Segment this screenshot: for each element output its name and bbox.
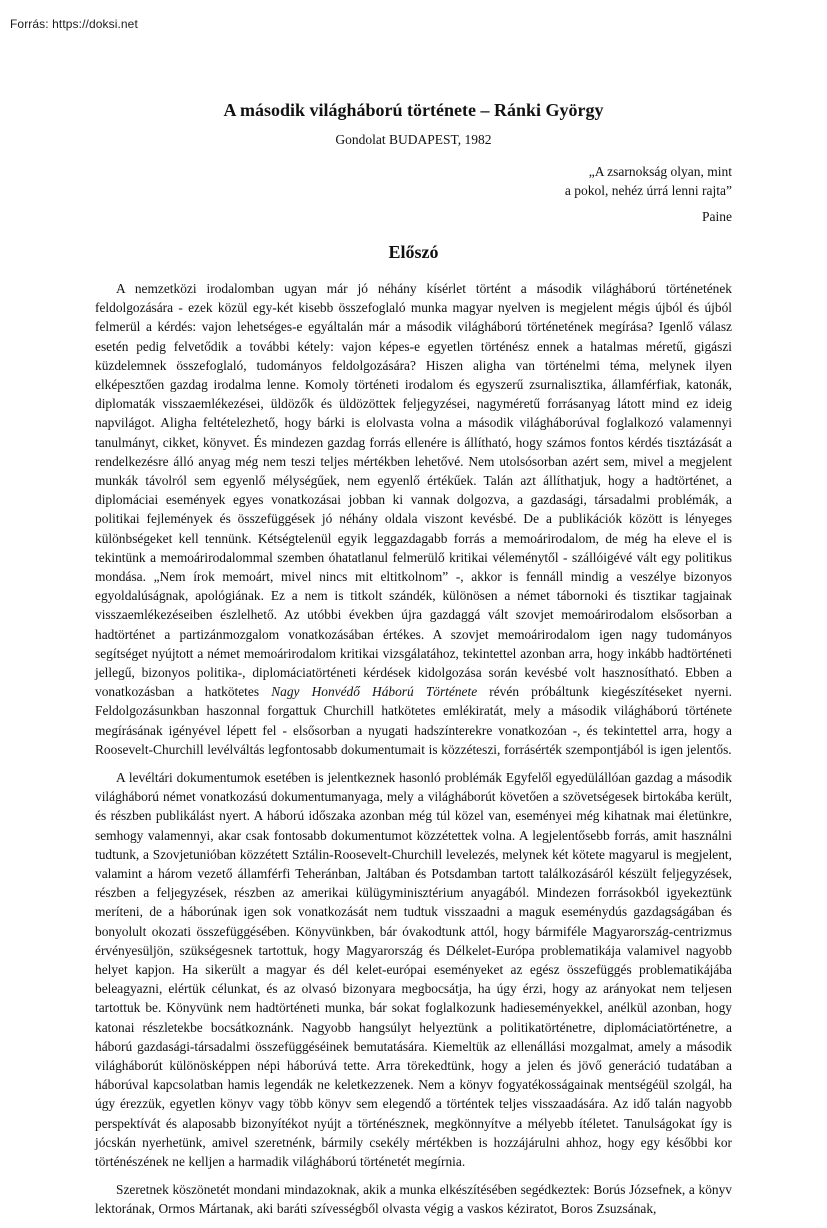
preface-paragraph-2: A levéltári dokumentumok esetében is jelentkeznek hasonló problémák Egyfelől egyedülállóan gazdag a második világháború német vonatkozású dokumentumanyaga, mely a világháborút követően a szövetségesek birtokába került, és részben publikálást nyert. A háború időszaka azonban még túl közel van, eseményei még kihatnak mai életünkre, semhogy valamennyi, akar csak fontosabb dokumentumot közzétettek volna. A legjelentősebb forrás, amit használni tudtunk, a Szovjetunióban közzétett Sztálin-Roosevelt-Churchill levelezés, melynek két kötete magyarul is megjelent, valamint a három vezető államférfi Teheránban, Jaltában és Potsdamban tartott találkozásáról készült feljegyzések, részben a feljegyzések, részben az amerikai külügyminisztérium anyagából. Mindezen forrásokból igyekeztünk meríteni, de a háborúnak igen sok vonatkozását nem tudtuk visszaadni a maguk eseménydús gazdagságában és bonyolult okozati összefüggésében. Könyvünkben, bár óvakodtunk attól, hogy bármiféle Magyarország-centrizmus érvényesüljön, szükségesnek tartottuk, hogy Magyarország és Délkelet-Európa problematikája valamivel nagyobb helyet kapjon. Ha sikerült a magyar és dél kelet-európai eseményeket az egész összefüggés problematikájába beleagyazni, elértük célunkat, és az olvasó bizonyara megbocsátja, ha úgy érzi, hogy az arányokat nem teljesen tartottuk be. Könyvünk nem hadtörténeti munka, bár sokat foglalkozunk hadieseményekkel, anélkül azonban, hogy katonai részletekbe bocsátkoznánk. Nagyobb hangsúlyt helyeztünk a politikatörténetre, diplomáciatörténetre, a háború gazdasági-társadalmi összefüggéséinek bemutatására. Kiemeltük az ellenállási mozgalmat, amely a második világháborút különösképpen népi háborúvá tette. Arra törekedtünk, hogy a jelen és jövő generáció tudatában a háborúval kapcsolatban hamis legendák ne keletkezzenek. Nem a könyv fogyatékosságainak mentségéül szolgál, ha úgy érezzük, egyetlen könyv vagy több könyv sem elegendő a történtek teljes visszaadására. Az idő talán nagyobb perspektívát és alaposabb bizonyítékot nyújt a történésznek, megkönnyítve a mélyebb ítéletet. Tanulságokat így is jócskán nyerhetünk, amivel szeretnénk, bármily csekély mértékben is hozzájárulni ahhoz, hogy egy későbbi kor történészének ne kelljen a harmadik világháború történetét megírnia.	[95, 770, 732, 1170]
section-heading-eloszo: Előszó	[388, 242, 439, 262]
book-title-italic: Nagy Honvédő Háború Története	[271, 684, 478, 700]
source-url-line: Forrás: https://doksi.net	[10, 17, 138, 31]
paragraph-1-text-after: révén próbáltunk kiegészítéseket nyerni. Feldolgozásunkban haszonnal forgattuk Churchill hatkötetes emlékiratát, mely a második világháború története megírásának igényével lépett fel - elsősorban a nyugati hadszínterekre vonatkozóan -, és tekintettel arra, hogy a Roosevelt-Churchill levélváltás legfontosabb dokumentumait is közzéteszi, forrásérték szempontjából is igen jelentős.	[95, 684, 733, 757]
preface-paragraph-1	[95, 279, 732, 759]
paragraph-1-text-before: A nemzetközi irodalomban ugyan már jó néhány kísérlet történt a második világháború történetének feldolgozására - ezek közül egy-két kisebb összefoglaló munka magyar nyelven is megjelent mégis újból és újból felmerül a kérdés: vajon lehetséges-e egyáltalán már a második világháború történetének megírása? Igenlő válasz esetén pedig felvetődik a további kétely: vajon képes-e egyetlen történész ennek a hatalmas méretű, gigászi küzdelemnek összefoglaló, tudományos feldolgozására? Hiszen aligha van történelmi téma, melynek ilyen elképesztően gazdag irodalma lenne. Komoly történeti irodalom és egyszerű zsurnalisztika, államférfiak, katonák, diplomaták visszaemlékezései, üldözők és üldözöttek feljegyzései, nagyméretű forrásanyag látott mind ez ideig napvilágot. Aligha feltételezhető, hogy bárki is elolvasta volna a második világháborúval foglalkozó valamennyi tanulmányt, cikket, könyvet. És mindezen gazdag forrás ellenére is állítható, hogy számos fontos kérdés tisztázását a rendelkezésre álló anyag még nem teszi teljes mértékben lehetővé. Nem utolsósorban azért sem, mivel a megjelent munkák távolról sem egyenlő mélységűek, nem egyenlő értékűek. Talán azt állíthatjuk, hogy a hadtörténet, a diplomáciai események egyes vonatkozásai jobban ki vannak dolgozva, a gazdasági, társadalmi problémák, a politikai fejlemények és összefüggések jó néhány oldala viszont kevésbé. De a publikációk között is lényeges különbségeket kell tennünk. Kétségtelenül egyik leggazdagabb forrás a memoárirodalom, de még ha eleve el is tekintünk a memoárirodalommal szemben óhatatlanul felmerülő kritikai véleménytől - szállóigévé vált egy politikus mondása. „Nem írok memoárt, mivel nincs mit eltitkolnom” -, akkor is fennáll mindig a veszélye bizonyos egyoldalúságnak, apológiának. Ez a nem is titkolt szándék, különösen a német tábornoki és tisztikar tagjainak visszaemlékezéseiben észlelhető. Az utóbbi években újra gazdaggá vált szovjet memoárirodalom elsősorban a hadtörténet a partizánmozgalom vonatkozásában értékes. A szovjet memoárirodalom igen nagy tudományos segítséget nyújtott a német memoárirodalom kritikai vizsgálatához, tekintettel azonban arra, hogy inkább hadtörténeti jellegű, bizonyos politika-, diplomáciatörténeti kérdések kidolgozása során kevésbé volt hasznosítható. Ebben a vonatkozásban a hatkötetes	[95, 280, 732, 700]
publisher-line: Gondolat BUDAPEST, 1982	[335, 132, 492, 147]
epigraph-line-1: „A zsarnokság olyan, mint	[588, 164, 732, 179]
epigraph-attribution: Paine	[702, 209, 732, 224]
page-content	[95, 0, 732, 1228]
document-title: A második világháború története – Ránki György	[223, 100, 604, 120]
epigraph-quote	[95, 162, 732, 200]
epigraph-line-2: a pokol, nehéz úrrá lenni rajta”	[564, 183, 732, 198]
preface-paragraph-3: Szeretnek köszönetét mondani mindazoknak, akik a munka elkészítésében segédkeztek: Borús Józsefnek, a könyv lektorának, Ormos Mártanak, aki baráti szívességből olvasta végig a vaskos kéziratot, Boros Zsuzsának,	[95, 1182, 732, 1217]
